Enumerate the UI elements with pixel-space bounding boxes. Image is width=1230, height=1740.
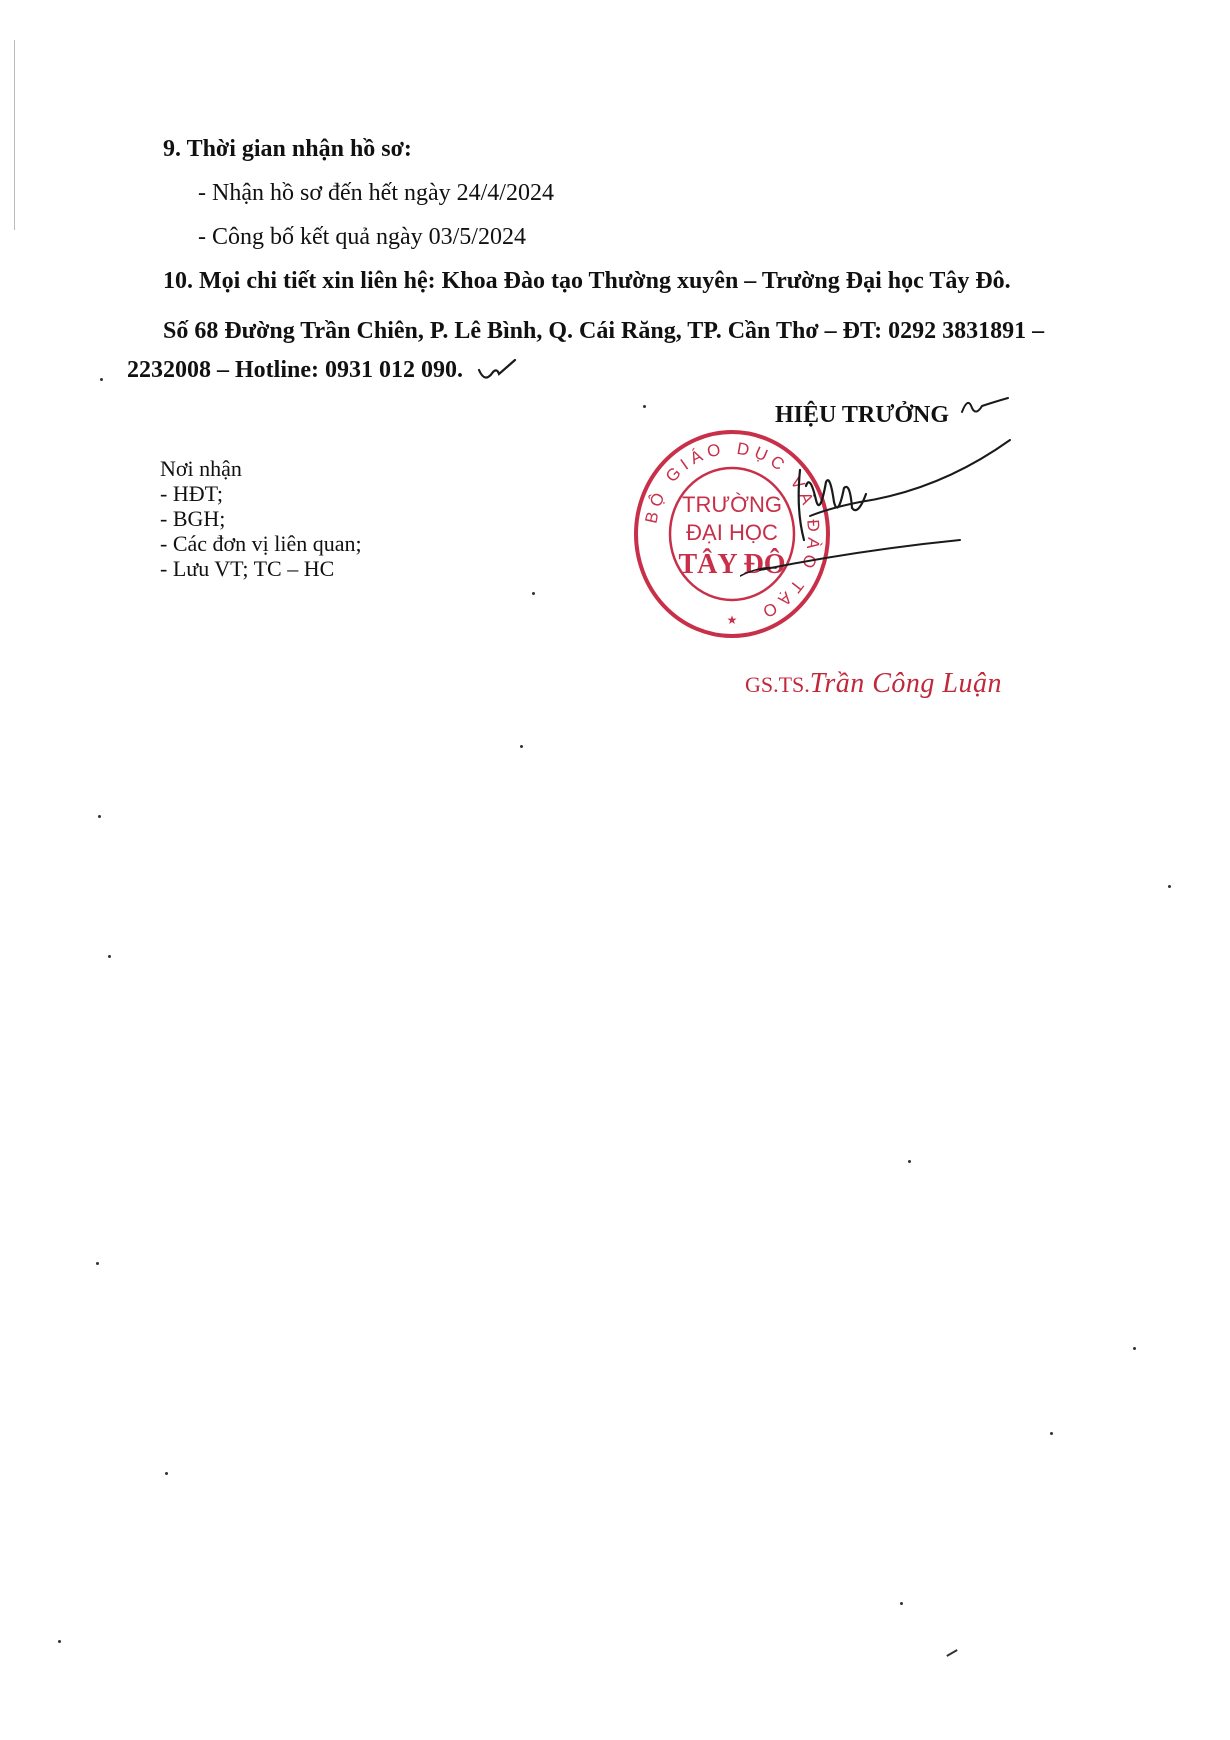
svg-text:★: ★ [726,613,738,627]
scan-speck [908,1160,911,1163]
svg-text:TÂY ĐÔ: TÂY ĐÔ [678,549,786,580]
svg-text:ĐẠI HỌC: ĐẠI HỌC [686,520,778,545]
scan-edge-line [14,40,15,230]
section-9-item-results: - Công bố kết quả ngày 03/5/2024 [198,224,526,250]
signer-name-prefix: GS.TS. [745,672,810,697]
scan-mark [946,1649,957,1657]
scan-speck [520,745,523,748]
svg-text:BỘ GIÁO DỤC VÀ ĐÀO TẠO: BỘ GIÁO DỤC VÀ ĐÀO TẠO [641,438,824,624]
section-9-title: 9. Thời gian nhận hồ sơ: [163,136,412,162]
recipients-block [160,456,362,581]
handwritten-tick-mark [475,358,525,386]
scan-speck [96,1262,99,1265]
svg-text:TRƯỜNG: TRƯỜNG [682,492,782,517]
section-10-title: 10. Mọi chi tiết xin liên hệ: Khoa Đào tạo Thường xuyên – Trường Đại học Tây Đô. [163,268,1011,294]
scan-speck [100,378,103,381]
scan-speck [1168,885,1171,888]
recipients-title: Nơi nhận [160,456,242,481]
signer-name-script: Trần Công Luận [809,668,1002,699]
signer-name [745,668,1002,700]
scan-speck [165,1472,168,1475]
recipient-item: - BGH; [160,506,226,531]
scan-speck [98,815,101,818]
scan-speck [643,405,646,408]
recipient-item: - HĐT; [160,481,223,506]
scan-speck [900,1602,903,1605]
recipient-item: - Các đơn vị liên quan; [160,531,362,556]
handwritten-signature [740,390,1020,600]
scan-speck [108,955,111,958]
section-9-item-deadline: - Nhận hồ sơ đến hết ngày 24/4/2024 [198,180,554,206]
scan-speck [532,592,535,595]
address-line-2: 2232008 – Hotline: 0931 012 090. [127,357,463,383]
scan-speck [58,1640,61,1643]
signer-title: HIỆU TRƯỞNG [775,402,950,428]
scan-speck [1050,1432,1053,1435]
address-line-1: Số 68 Đường Trần Chiên, P. Lê Bình, Q. Cái Răng, TP. Cần Thơ – ĐT: 0292 3831891 – [163,318,1045,344]
recipient-item: - Lưu VT; TC – HC [160,556,335,581]
scan-speck [1133,1347,1136,1350]
